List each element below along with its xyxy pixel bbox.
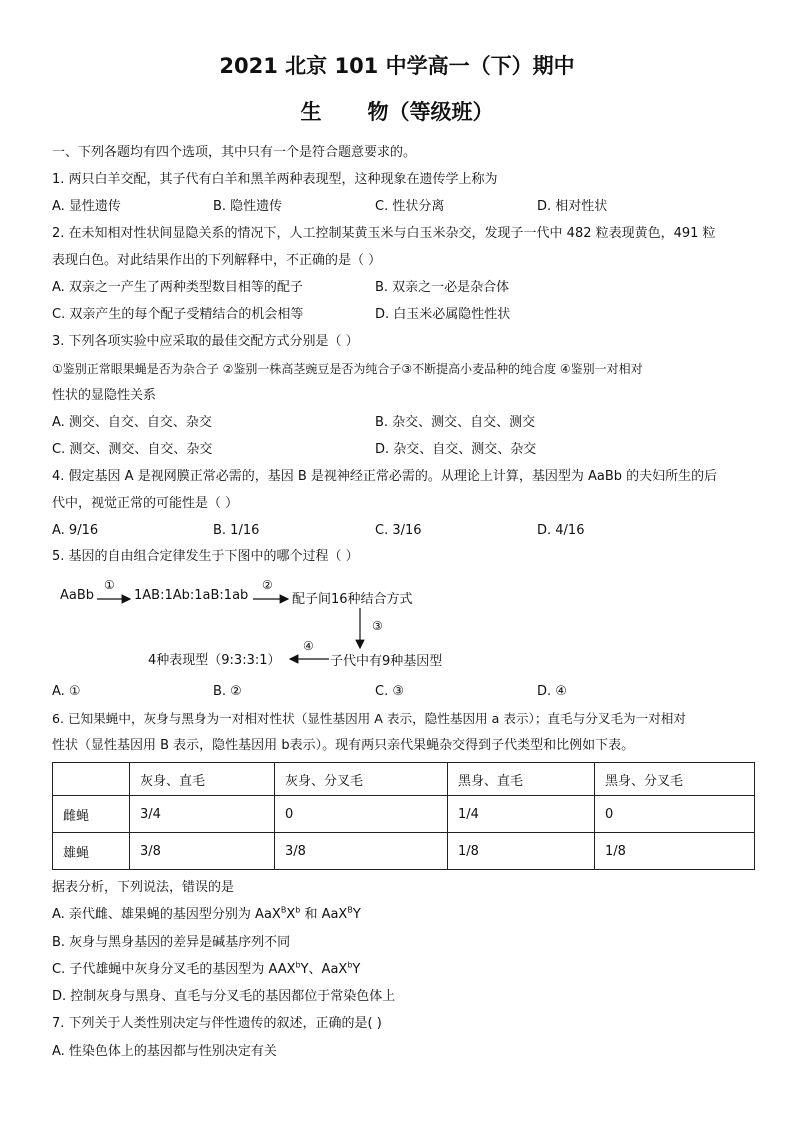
q2-option-a: A. 双亲之一产生了两种类型数目相等的配子	[52, 280, 303, 295]
q2-stem-line1: 2. 在未知相对性状间显隐关系的情况下，人工控制某黄玉米与白玉米杂交，发现子一代中 482 粒表现黄色，491 粒	[52, 226, 716, 241]
table-row	[53, 833, 755, 870]
table-cell: 3/8	[130, 833, 275, 870]
q2-option-b: B. 双亲之一必是杂合体	[375, 280, 510, 295]
q4-option-c: C. 3/16	[375, 523, 422, 538]
flow-node-phenotypes: 4种表现型（9:3:3:1）	[148, 653, 281, 668]
q6-option-d: D. 控制灰身与黑身、直毛与分叉毛的基因都位于常染色体上	[52, 989, 396, 1004]
q6-stem-line1: 6. 已知果蝇中，灰身与黑身为一对相对性状（显性基因用 A 表示，隐性基因用 a 表示）；直毛与分叉毛为一对相对	[52, 711, 686, 726]
q3-stem: 3. 下列各项实验中应采取的最佳交配方式分别是（ ）	[52, 334, 359, 349]
subtitle-right: 物（等级班）	[367, 100, 494, 124]
flow-step3-label: ③	[372, 619, 383, 633]
q6-after-table: 据表分析，下列说法，错误的是	[52, 880, 235, 895]
table-header-cell	[53, 763, 130, 796]
flow-node-gametes: 1AB:1Ab:1aB:1ab	[134, 588, 249, 603]
table-cell: 3/4	[130, 796, 275, 833]
q5-option-a: A. ①	[52, 684, 81, 699]
table-header-cell: 黑身、分叉毛	[595, 763, 755, 796]
q3-items-line2: 性状的显隐性关系	[52, 388, 157, 403]
q6-ratio-table	[52, 762, 755, 870]
q4-option-b: B. 1/16	[213, 523, 260, 538]
q6-stem-line2: 性状（显性基因用 B 表示，隐性基因用 b表示）。现有两只亲代果蝇杂交得到子代类型和比例如下表。	[52, 738, 635, 753]
table-header-cell: 灰身、直毛	[130, 763, 275, 796]
table-cell: 1/8	[448, 833, 595, 870]
flow-step2-label: ②	[262, 578, 273, 592]
q6-option-c: C. 子代雄蝇中灰身分叉毛的基因型为 AAX$^b$Y、AaX$^b$Y	[52, 960, 361, 977]
q6-option-b: B. 灰身与黑身基因的差异是碱基序列不同	[52, 935, 291, 950]
q1-option-a: A. 显性遗传	[52, 199, 121, 214]
q6-option-a: A. 亲代雌、雄果蝇的基因型分别为 $AaX^BX^b$ 和 AaX$^B$Y	[52, 905, 361, 922]
q1-option-b: B. 隐性遗传	[213, 199, 283, 214]
q2-option-d: D. 白玉米必属隐性性状	[375, 307, 511, 322]
table-cell: 0	[595, 796, 755, 833]
q3-items-line1: ①鉴别正常眼果蝇是否为杂合子 ②鉴别一株高茎豌豆是否为纯合子③不断提高小麦品种的纯合度 ④鉴别一对相对	[52, 362, 643, 376]
q1-option-d: D. 相对性状	[537, 199, 608, 214]
section-instruction: 一、下列各题均有四个选项，其中只有一个是符合题意要求的。	[52, 145, 417, 160]
table-cell: 1/4	[448, 796, 595, 833]
flow-node-genotype: AaBb	[60, 588, 95, 603]
q4-stem-line2: 代中，视觉正常的可能性是（ ）	[52, 496, 239, 511]
q4-option-d: D. 4/16	[537, 523, 585, 538]
q5-option-d: D. ④	[537, 684, 567, 699]
table-row	[53, 796, 755, 833]
q5-stem: 5. 基因的自由组合定律发生于下图中的哪个过程（ ）	[52, 549, 359, 564]
table-cell: 雌蝇	[53, 796, 130, 833]
flow-node-combinations: 配子间16种结合方式	[292, 592, 413, 607]
table-cell: 3/8	[275, 833, 448, 870]
page-title: 2021 北京 101 中学高一（下）期中	[219, 54, 575, 78]
table-header-cell: 黑身、直毛	[448, 763, 595, 796]
q1-option-c: C. 性状分离	[375, 199, 445, 214]
flow-step4-label: ④	[303, 639, 314, 653]
q7-option-a: A. 性染色体上的基因都与性别决定有关	[52, 1044, 277, 1059]
q2-stem-line2: 表现白色。对此结果作出的下列解释中，不正确的是（ ）	[52, 253, 382, 268]
flow-node-genotypes: 子代中有9种基因型	[330, 654, 443, 669]
q5-option-b: B. ②	[213, 684, 242, 699]
q4-option-a: A. 9/16	[52, 523, 99, 538]
q7-stem: 7. 下列关于人类性别决定与伴性遗传的叙述，正确的是( )	[52, 1016, 382, 1031]
q3-option-a: A. 测交、自交、自交、杂交	[52, 415, 212, 430]
q2-option-c: C. 双亲产生的每个配子受精结合的机会相等	[52, 307, 304, 322]
q5-option-c: C. ③	[375, 684, 404, 699]
q3-option-c: C. 测交、测交、自交、杂交	[52, 442, 213, 457]
q3-option-d: D. 杂交、自交、测交、杂交	[375, 442, 537, 457]
table-cell: 雄蝇	[53, 833, 130, 870]
table-header-row	[53, 763, 755, 796]
table-cell: 0	[275, 796, 448, 833]
flow-step1-label: ①	[104, 578, 115, 592]
subtitle-left: 生	[300, 100, 322, 124]
q4-stem-line1: 4. 假定基因 A 是视网膜正常必需的，基因 B 是视神经正常必需的。从理论上计算，基因型为 AaBb 的夫妇所生的后	[52, 469, 718, 484]
table-header-cell: 灰身、分叉毛	[275, 763, 448, 796]
q3-option-b: B. 杂交、测交、自交、测交	[375, 415, 536, 430]
q1-stem: 1. 两只白羊交配，其子代有白羊和黑羊两种表现型，这种现象在遗传学上称为	[52, 172, 498, 187]
table-cell: 1/8	[595, 833, 755, 870]
